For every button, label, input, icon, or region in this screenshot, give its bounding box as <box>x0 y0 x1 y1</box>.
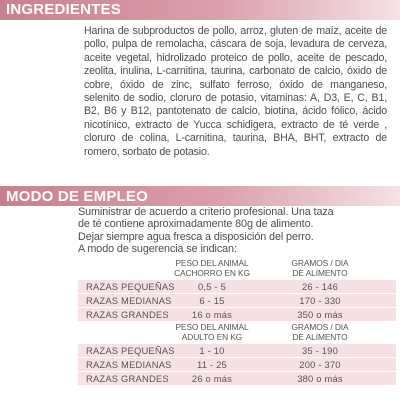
weight-value: 26 o más <box>191 373 233 384</box>
grams-value: 26 - 146 <box>301 281 338 292</box>
weight-value: 16 o más <box>191 309 233 320</box>
usage-header-band <box>0 186 400 206</box>
table-row <box>78 358 396 371</box>
table-row <box>78 372 396 385</box>
grams-value: 170 - 330 <box>299 295 341 306</box>
breed-size-label: RAZAS PEQUEÑAS <box>86 281 175 292</box>
weight-value: 11 - 25 <box>197 359 227 370</box>
ingredients-text: Harina de subproductos de pollo, arroz, gluten de maíz, aceite de pollo, pulpa de remolacha, cáscara de soja, levadura de cerveza, aceite vegetal, hidrolizado proteico de pollo, aceite de pescado, zeolita, inulina, L-carnitina, taurina, carbonato de calcio, óxido de cobre, óxido de zinc, sulfato ferroso, óxido de manganeso, selenito de sodio, cloruro de potasio, vitaminas: A, D3, E, C, B1, B2, B6 y B12, pantotenato de calcio, biotina, ácido fólico, ácido nicotínico, extracto de Yucca schidigera, extracto de té verde , cloruro de colina, L-carnitina, taurina, BHA, BHT, extracto de romero, sorbato de potasio. <box>84 25 387 158</box>
breed-size-label: RAZAS MEDIANAS <box>86 359 172 370</box>
grams-value: 380 o más <box>297 373 343 384</box>
usage-line: A modo de sugerencia se indican: <box>78 243 237 256</box>
weight-value: 6 - 15 <box>199 295 225 306</box>
breed-size-label: RAZAS PEQUEÑAS <box>86 345 175 356</box>
table-row <box>78 308 396 321</box>
table-row <box>78 280 396 293</box>
weight-value: 1 - 10 <box>199 345 225 356</box>
weight-column-header: PESO DEL ANIMAL CACHORRO EN KG <box>174 258 250 278</box>
grams-column-header: GRAMOS / DIA DE ALIMENTO <box>291 258 349 278</box>
grams-value: 35 - 190 <box>301 345 338 356</box>
table-row <box>78 344 396 357</box>
breed-size-label: RAZAS GRANDES <box>86 373 169 384</box>
table-header <box>78 322 396 344</box>
grams-value: 350 o más <box>297 309 343 320</box>
ingredients-heading: INGREDIENTES <box>6 1 121 18</box>
table-header <box>78 258 396 280</box>
breed-size-label: RAZAS MEDIANAS <box>86 295 172 306</box>
weight-column-header: PESO DEL ANIMAL ADULTO EN KG <box>175 322 249 342</box>
breed-size-label: RAZAS GRANDES <box>86 309 169 320</box>
usage-instructions <box>78 206 396 256</box>
usage-heading: MODO DE EMPLEO <box>6 188 148 205</box>
table-row <box>78 294 396 307</box>
usage-line: Dejar siempre agua fresca a disposición del perro. <box>78 230 314 243</box>
ingredients-header-band <box>0 0 400 20</box>
puppy-feeding-table <box>78 258 396 322</box>
grams-column-header: GRAMOS / DIA DE ALIMENTO <box>291 322 349 342</box>
usage-line: de té contiene aproximadamente 80g de alimento. <box>78 218 314 231</box>
adult-feeding-table <box>78 322 396 386</box>
weight-value: 0,5 - 5 <box>198 281 226 292</box>
usage-line: Suministrar de acuerdo a criterio profesional. Una taza <box>78 206 334 218</box>
grams-value: 200 - 370 <box>299 359 341 370</box>
